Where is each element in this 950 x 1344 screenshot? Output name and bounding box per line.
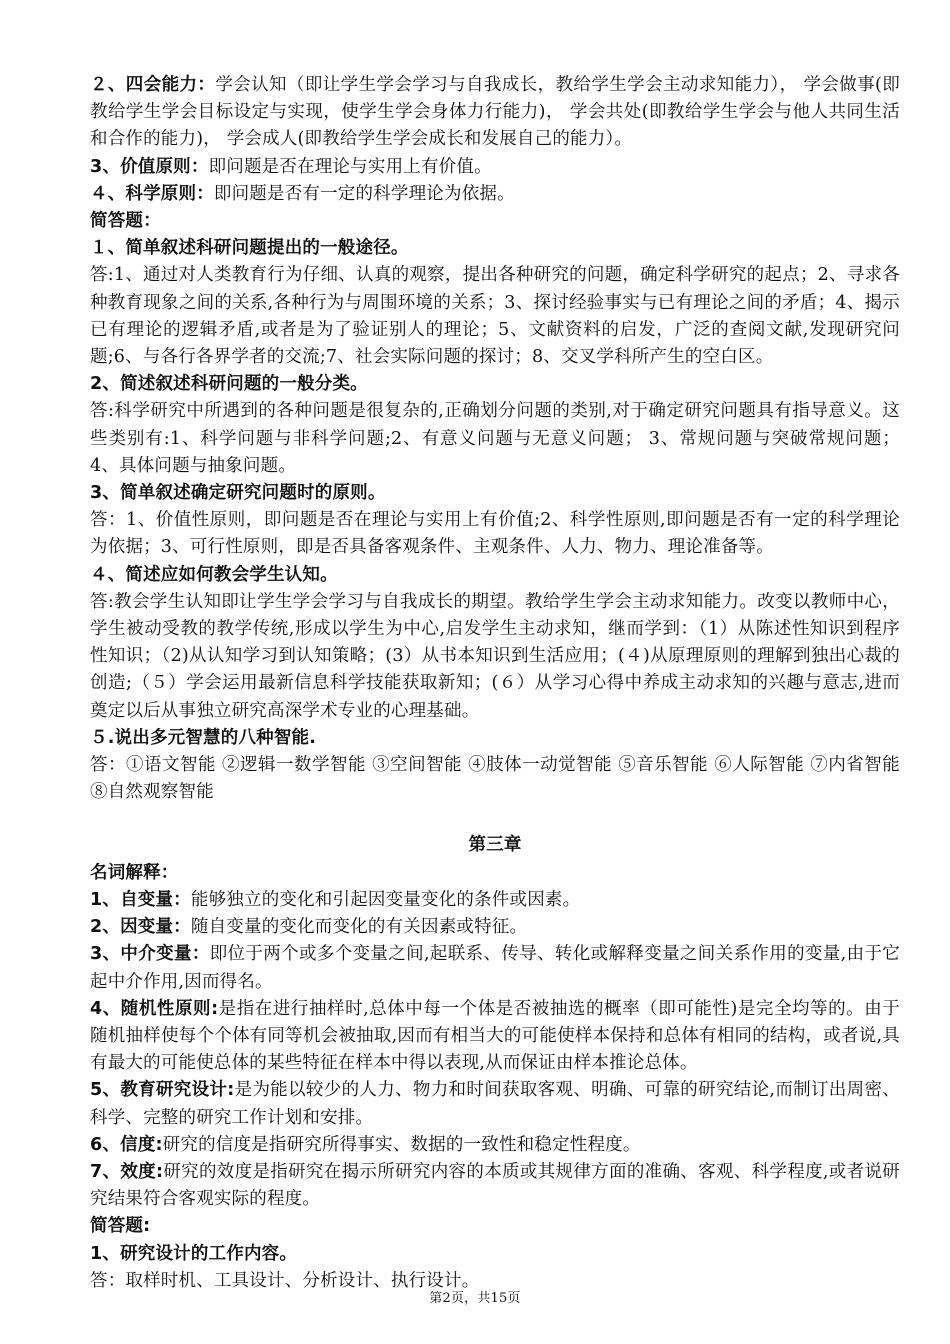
term-text: 即位于两个或多个变量之间,起联系、传导、转化或解释变量之间关系作用的变量,由于它起中介作用,因而得名。 (90, 944, 900, 992)
chapter-title: 第三章 (468, 835, 522, 856)
definition-reliability (90, 1132, 900, 1159)
question-heading-3: 3、简单叙述确定研究问题时的原则。 (90, 483, 386, 504)
term-text: 随自变量的变化而变化的有关因素或特征。 (190, 917, 528, 938)
section-heading-short-answer: 简答题： (90, 211, 161, 232)
definition-validity (90, 1159, 900, 1213)
section-heading-short-answer-2: 简答题: (90, 1216, 151, 1237)
term-text: 是为能以较少的人力、物力和时间获取客观、明确、可靠的研究结论,而制订出周密、科学、完整的研究工作计划和安排。 (90, 1080, 900, 1128)
term-label: 2、因变量： (90, 917, 191, 938)
term-text: 即问题是否在理论与实用上有价值。 (208, 156, 492, 177)
paragraph-value-principle (90, 154, 900, 181)
term-text: 是指在进行抽样时,总体中每一个体是否被抽选的概率（即可能性)是完全均等的。由于随机抽样使每个个体有同等机会被抽取,因而有相当大的可能使样本保持和总体有相同的结构，或者说,具有最大的可能使总体的某些特征在样本中得以表现,从而保证由样本推论总体。 (90, 998, 900, 1074)
definition-research-design (90, 1077, 900, 1131)
term-label: 4、随机性原则: (90, 998, 219, 1019)
definition-randomness-principle (90, 996, 900, 1078)
paragraph-science-principle (90, 181, 900, 208)
term-label: 1、自变量： (90, 889, 191, 910)
page-footer: 第2页，共15页 (429, 1291, 521, 1306)
definition-dependent-variable (90, 914, 900, 941)
question-heading-5: ５.说出多元智慧的八种智能. (90, 727, 317, 748)
definition-mediating-variable (90, 941, 900, 995)
term-label: 7、效度: (90, 1161, 164, 1182)
section-heading-terms: 名词解释： (90, 862, 179, 883)
term-label: ４、科学原则： (90, 183, 214, 204)
term-label: 5、教育研究设计: (90, 1080, 235, 1101)
term-label: ２、四会能力： (90, 75, 216, 95)
term-text: 研究的效度是指研究在揭示所研究内容的本质或其规律方面的准确、客观、科学程度,或者说研究结果符合客观实际的程度。 (90, 1161, 900, 1210)
answer-text-5: 答：①语文智能 ②逻辑一数学智能 ③空间智能 ④肢体一动觉智能 ⑤音乐智能 ⑥人际智能 ⑦内省智能 ⑧自然观察智能 (90, 755, 918, 803)
answer-text-3: 答：1、价值性原则，即问题是否在理论与实用上有价值;2、科学性原则,即问题是否有一定的科学理论为依据；3、可行性原则，即是否具备客观条件、主观条件、人力、物力、理论准备等。 (90, 510, 900, 558)
question-heading-design: 1、研究设计的工作内容。 (90, 1243, 298, 1264)
term-label: 3、中介变量： (90, 944, 210, 965)
answer-text-1: 答:1、通过对人类教育行为仔细、认真的观察，提出各种研究的问题，确定科学研究的起点；2、寻求各种教育现象之间的关系,各种行为与周围环境的关系；3、探讨经验事实与已有理论之间的矛盾；4、揭示已有理论的逻辑矛盾,或者是为了验证别人的理论；5、文献资料的启发，广泛的查阅文献,发现研究问题;6、与各行各界学者的交流;7、社会实际问题的探讨；8、交叉学科所产生的空白区。 (90, 265, 900, 368)
definition-independent-variable (90, 887, 900, 914)
term-text: 能够独立的变化和引起因变量变化的条件或因素。 (190, 889, 581, 910)
question-heading-1: １、简单叙述科研问题提出的一般途径。 (90, 238, 409, 259)
term-text: 学会认知（即让学生学会学习与自我成长，教给学生学会主动求知能力）， 学会做事(即教给学生学会目标设定与实现，使学生学会身体力行能力)， 学会共处(即教给学生学会与他人共同生活和合作的能力)， 学会成人(即教给学生学会成长和发展自己的能力）。 (90, 75, 900, 150)
paragraph-four-abilities (90, 72, 900, 154)
answer-text-2: 答:科学研究中所遇到的各种问题是很复杂的,正确划分问题的类别,对于确定研究问题具有指导意义。这些类别有:1、科学问题与非科学问题;2、有意义问题与无意义问题； 3、常规问题与突破常规问题； 4、具体问题与抽象问题。 (90, 401, 900, 476)
term-label: 3、价值原则： (90, 156, 209, 177)
answer-text-design: 答：取样时机、工具设计、分析设计、执行设计。 (90, 1270, 480, 1291)
term-label: 6、信度: (90, 1134, 163, 1155)
question-heading-2: 2、简述叙述科研问题的一般分类。 (90, 374, 368, 395)
answer-text-4: 答:教会学生认知即让学生学会学习与自我成长的期望。教给学生学会主动求知能力。改变以教师中心，学生被动受教的教学传统,形成以学生为中心,启发学生主动求知，继而学到：（1）从陈述性知识到程序性知识；（2)从认知学习到认知策略；(3）从书本知识到生活应用；(４)从原理原则的理解到独出心裁的创造;（５）学会运用最新信息科学技能获取新知；(６）从学习心得中养成主动求知的兴趣与意志,进而奠定以后从事独立研究高深学术专业的心理基础。 (90, 591, 900, 721)
question-heading-4: ４、简述应如何教会学生认知。 (90, 564, 338, 585)
term-text: 即问题是否有一定的科学理论为依据。 (213, 183, 515, 204)
term-text: 研究的信度是指研究所得事实、数据的一致性和稳定性程度。 (162, 1134, 641, 1155)
